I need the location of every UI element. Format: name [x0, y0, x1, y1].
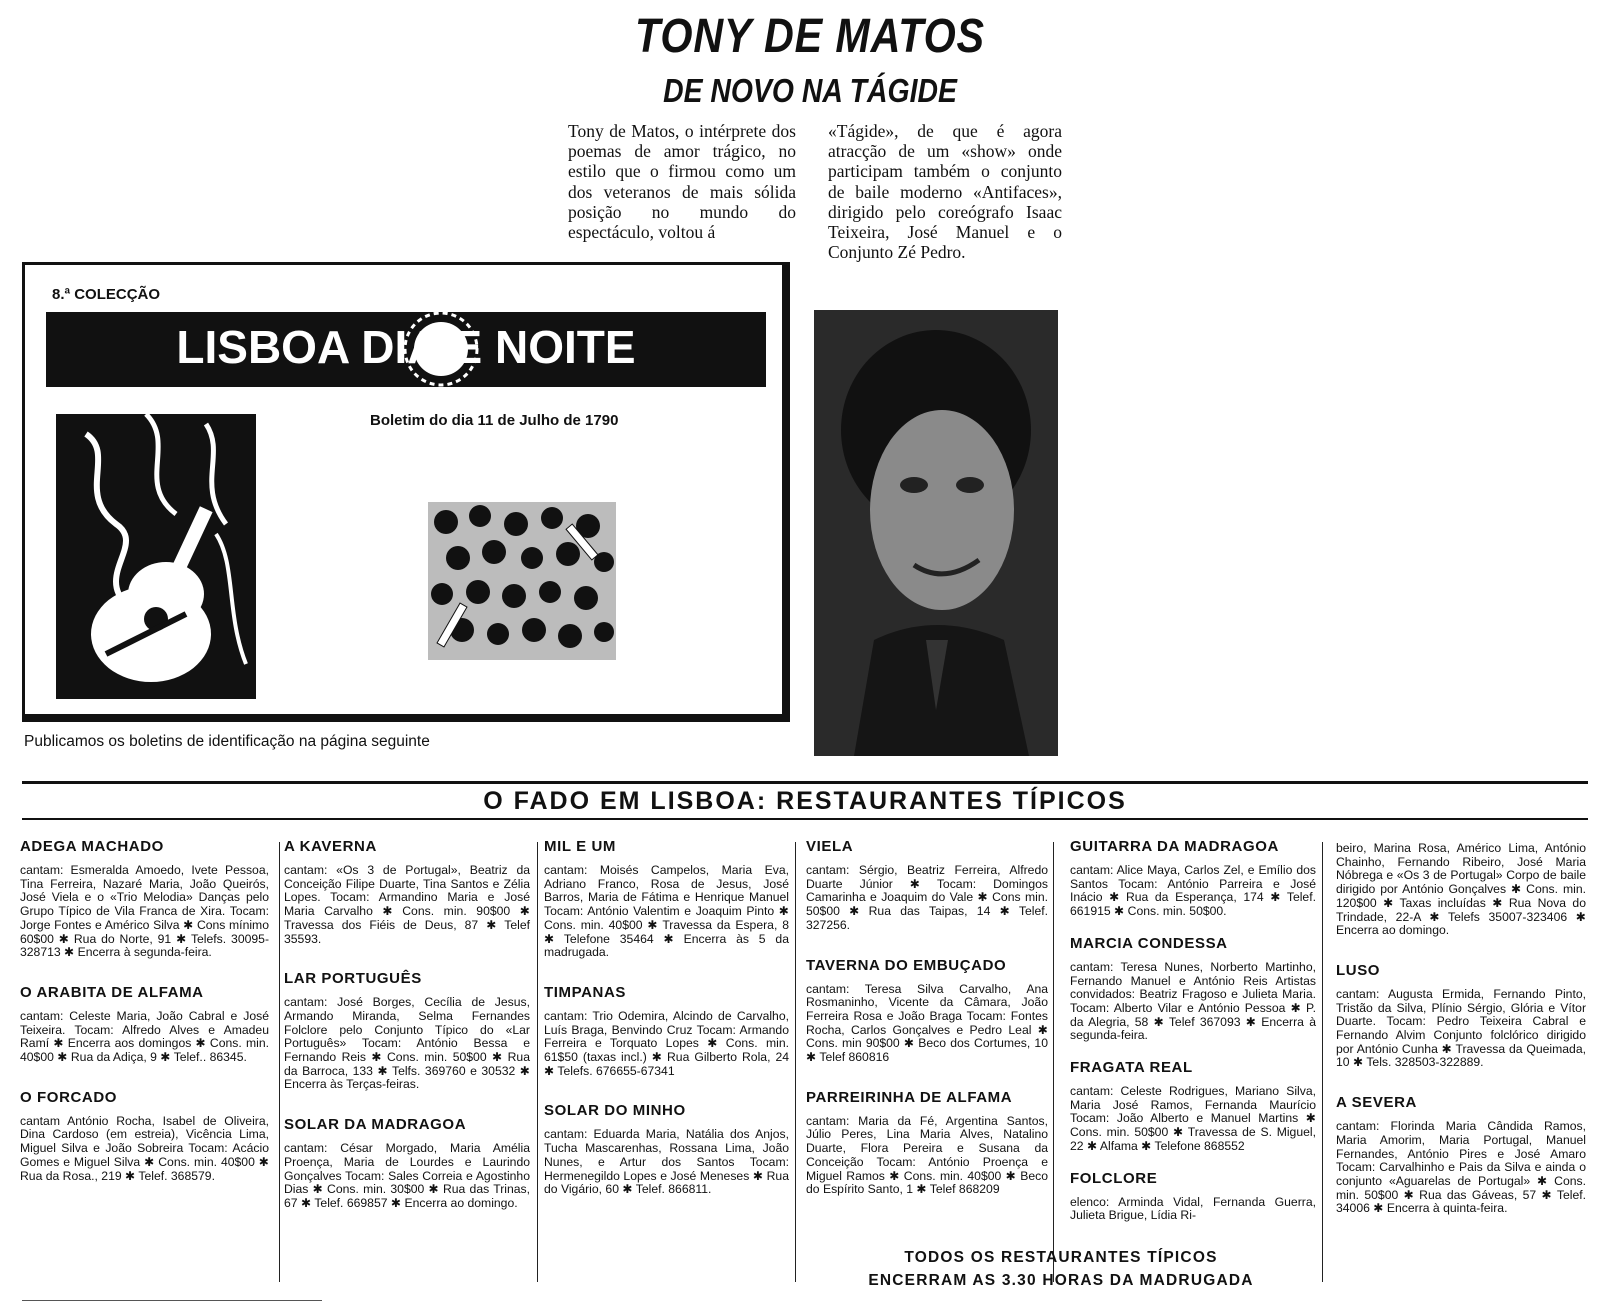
fado-title: O FADO EM LISBOA: RESTAURANTES TÍPICOS — [483, 787, 1127, 815]
restaurant-name: A KAVERNA — [284, 838, 377, 855]
restaurant-details: cantam: Celeste Maria, João Cabral e José Teixeira. Tocam: Alfredo Alves e Amadeu Ramí ✱ Encerra aos domingos ✱ Cons. min. 40$00 ✱ Rua da Adiça, 9 ✱ Telef.. 86345. — [20, 1008, 269, 1065]
tony-de-matos-photo — [814, 310, 1058, 756]
restaurant-name: VIELA — [806, 838, 854, 855]
restaurant-details: cantam: Esmeralda Amoedo, Ivete Pessoa, Tina Ferreira, Nazaré Maria, João Queirós, José Viela e o «Trio Melodia» Danças pelo Grupo Típico de Vila Franca de Xira. Tocam: Jorge Fontes e Américo Silva ✱ Cons mínimo 60$00 ✱ Rua do Norte, 91 ✱ Telefs. 30095-328713 ✱ Encerra à segunda-feira. — [20, 863, 269, 960]
restaurant-entry — [20, 838, 269, 960]
restaurant-name: SOLAR DO MINHO — [544, 1102, 686, 1120]
restaurant-details: cantam: Maria da Fé, Argentina Santos, Júlio Peres, Lina Maria Alves, Natalino Duarte, Flora Pereira e Susana da Conceição Tocam: António Proença e Miguel Ramos ✱ Cons. min. 40$00 ✱ Beco do Espírito Santo, 1 ✱ Telef 868209 — [806, 1113, 1048, 1197]
closing-line-2: ENCERRAM AS 3.30 HORAS DA MADRUGADA — [868, 1272, 1254, 1289]
restaurant-details: beiro, Marina Rosa, Américo Lima, António Chainho, Fernando Ribeiro, José Maria Nóbrega e «Os 3 de Portugal» Corpo de baile dirigido por António Gonçalves ✱ Cons. min. 120$00 ✱ Taxas incluídas ✱ Rua Nova do Trindade, 22-A ✱ Telefs 35007-323406 ✱ Encerra ao domingo. — [1336, 841, 1586, 938]
box-caption: Publicamos os boletins de identificação na página seguinte — [24, 733, 430, 750]
restaurant-name: O ARABITA DE ALFAMA — [20, 983, 204, 1001]
fado-column-6 — [1336, 842, 1586, 1240]
restaurant-details: cantam: Eduarda Maria, Natália dos Anjos, Tucha Mascarenhas, Rossana Lima, João Nunes, e Artur dos Santos Tocam: Hermenegildo Lopes e José Meneses ✱ Rua do Vigário, 60 ✱ Telef. 866811. — [544, 1127, 789, 1197]
column-divider — [537, 842, 538, 1282]
restaurant-name: GUITARRA DA MADRAGOA — [1070, 838, 1279, 855]
restaurant-details: cantam: César Morgado, Maria Amélia Proença, Maria de Lourdes e Laurindo Gonçalves Tocam: Sales Correia e Agostinho Dias ✱ Cons. min. 30$00 ✱ Rua das Trinas, 67 ✱ Telef. 669857 ✱ Encerra ao domingo. — [284, 1141, 530, 1210]
fado-column-3 — [544, 838, 789, 1221]
restaurant-name: O FORCADO — [20, 1088, 118, 1106]
restaurant-entry — [1070, 1059, 1316, 1154]
restaurant-details: cantam António Rocha, Isabel de Oliveira, Dina Cardoso (em estreia), Vicência Lima, Miguel Silva e João Sobreira Tocam: Acácio Gomes e Miguel Silva ✱ Cons. min. 40$00 ✱ Rua da Rosa., 219 ✱ Telef. 368579. — [20, 1113, 269, 1183]
restaurant-details: cantam: «Os 3 de Portugal», Beatriz da Conceição Filipe Duarte, Tina Santos e Zélia Lopes. Tocam: Armandino Maria e José Maria Carvalho ✱ Cons. min. 90$00 ✱ Travessa dos Fiéis de Deus, 87 ✱ Telef 35593. — [284, 863, 530, 946]
restaurant-name: MIL E UM — [544, 838, 617, 855]
column-divider — [1053, 842, 1054, 1282]
restaurant-entry — [806, 957, 1048, 1065]
restaurant-name: SOLAR DA MADRAGOA — [284, 1116, 467, 1134]
fado-column-2 — [284, 838, 530, 1235]
column-divider — [1322, 842, 1323, 1282]
restaurant-name: ADEGA MACHADO — [20, 838, 164, 855]
restaurant-details: cantam: Florinda Maria Cândida Ramos, Maria Amorim, Maria Portugal, Manuel Fernandes, António Pires e José Amaro Tocam: Carvalhinho e Pais da Silva e ainda o conjunto «Aguarelas de Portugal» ✱ Cons. min. 50$00 ✱ Rua das Gáveas, 57 ✱ Telef. 34006 ✱ Encerra à quinta-feira. — [1336, 1119, 1586, 1216]
bottle-caps-illustration — [428, 502, 616, 660]
restaurant-entry — [20, 1089, 269, 1184]
closing-line-1: TODOS OS RESTAURANTES TÍPICOS — [904, 1249, 1218, 1266]
restaurant-name: FOLCLORE — [1070, 1169, 1158, 1187]
restaurant-entry — [1336, 1094, 1586, 1216]
restaurant-entry — [284, 838, 530, 946]
column-divider — [795, 842, 796, 1282]
restaurant-entry — [544, 838, 789, 960]
section-rule-top — [22, 781, 1588, 784]
restaurant-entry — [284, 1116, 530, 1211]
lisboa-banner — [46, 312, 766, 387]
article-subtitle: DE NOVO NA TÁGIDE — [663, 72, 957, 109]
boletim-date: Boletim do dia 11 de Julho de 1790 — [370, 412, 619, 429]
restaurant-details: cantam: Trio Odemira, Alcindo de Carvalho, Luís Braga, Benvindo Cruz Tocam: Armando Ferreira e Torquato Lopes ✱ Cons. min. 61$50 (taxas incl.) ✱ Rua Gilberto Rola, 24 ✱ Telefs. 676655-67341 — [544, 1008, 789, 1078]
article-column-2: «Tágide», de que é agora atracção de um «show» onde participam também o conjunto de baile moderno «Antifaces», dirigido pelo coreógrafo Isaac Teixeira, José Manuel e o Conjunto Zé Pedro. — [828, 121, 1062, 263]
article-title: TONY DE MATOS — [635, 10, 985, 63]
restaurant-entry — [1336, 962, 1586, 1070]
banner-text: LISBOA DIA E NOITE — [176, 321, 636, 373]
restaurant-name: LUSO — [1336, 961, 1381, 979]
page-bottom-rule — [22, 1300, 322, 1301]
restaurant-entry — [1070, 935, 1316, 1043]
section-rule-bottom — [22, 818, 1588, 820]
restaurant-details: cantam: Celeste Rodrigues, Mariano Silva, Maria José Ramos, Fernanda Maurício Tocam: João Alberto e Manuel Martins ✱ Cons. min. 50$00 ✱ Travessa de S. Miguel, 22 ✱ Alfama ✱ Telefone 868552 — [1070, 1084, 1316, 1153]
guitar-illustration — [56, 414, 256, 699]
restaurant-name: TAVERNA DO EMBUÇADO — [806, 956, 1007, 974]
restaurant-name: PARREIRINHA DE ALFAMA — [806, 1088, 1013, 1106]
restaurant-entry — [1070, 1170, 1316, 1223]
restaurant-details: cantam: Alice Maya, Carlos Zel, e Emílio dos Santos Tocam: António Parreira e José Inácio ✱ Rua da Esperança, 174 ✱ Telef. 661915 ✱ Cons. min. 50$00. — [1070, 863, 1316, 919]
restaurant-name: LAR PORTUGUÊS — [284, 970, 422, 988]
restaurant-details: cantam: Sérgio, Beatriz Ferreira, Alfredo Duarte Júnior ✱ Tocam: Domingos Camarinha e Joaquim do Vale ✱ Cons min. 50$00 ✱ Rua das Taipas, 14 ✱ Telef. 327256. — [806, 863, 1048, 932]
restaurant-name: MARCIA CONDESSA — [1070, 934, 1228, 952]
restaurant-name: TIMPANAS — [544, 983, 627, 1001]
restaurant-entry — [806, 838, 1048, 933]
fado-column-5 — [1070, 838, 1316, 1247]
restaurant-details: elenco: Arminda Vidal, Fernanda Guerra, Julieta Brigue, Lídia Ri- — [1070, 1194, 1316, 1223]
restaurant-entry — [806, 1089, 1048, 1197]
restaurant-entry — [544, 984, 789, 1079]
restaurant-details: cantam: Teresa Silva Carvalho, Ana Rosmaninho, Vicente da Câmara, João Ferreira Rosa e João Braga Tocam: Fontes Rocha, Carlos Gonçalves e Pedro Leal ✱ Cons. min 90$00 ✱ Beco dos Cortumes, 10 ✱ Telef 860816 — [806, 981, 1048, 1065]
restaurant-entry-continued — [1336, 842, 1586, 938]
restaurant-details: cantam: Augusta Ermida, Fernando Pinto, Tristão da Silva, Plínio Sérgio, Glória e Vítor Duarte. Tocam: Pedro Teixeira Cabral e Fernando Alvim Conjunto folclórico dirigido por António Cunha ✱ Travessa da Queimada, 10 ✱ Tels. 328503-322889. — [1336, 986, 1586, 1070]
closing-notice — [846, 1246, 1276, 1292]
fado-column-4 — [806, 838, 1048, 1221]
restaurant-entry — [544, 1102, 789, 1197]
colecao-label: 8.ª COLECÇÃO — [52, 286, 161, 303]
column-divider — [279, 842, 280, 1282]
restaurant-entry — [284, 970, 530, 1092]
restaurant-details: cantam: Teresa Nunes, Norberto Martinho, Fernando Manuel e António Reis Artistas convidados: Beatriz Fragoso e Julieta Maria. Tocam: Alberto Vilar e António Pessoa ✱ P. da Alegria, 58 ✱ Telef 367093 ✱ Encerra à segunda-feira. — [1070, 959, 1316, 1043]
restaurant-details: cantam: Moisés Campelos, Maria Eva, Adriano Franco, Rosa de Jesus, José Barros, Maria de Fátima e Henrique Manuel Tocam: António Valentim e Joaquim Pinto ✱ Cons. min. 40$00 ✱ Travessa da Espera, 8 ✱ Telefone 35464 ✱ Encerra às 5 da madrugada. — [544, 863, 789, 960]
restaurant-name: A SEVERA — [1336, 1094, 1417, 1112]
restaurant-entry — [1070, 838, 1316, 919]
fado-column-1 — [20, 838, 269, 1207]
article-column-1: Tony de Matos, o intérprete dos poemas de amor trágico, no estilo que o firmou como um dos veteranos de mais sólida posição no mundo do espectáculo, voltou á — [568, 121, 796, 243]
restaurant-details: cantam: José Borges, Cecília de Jesus, Armando Miranda, Selma Fernandes Folclore pelo Conjunto Típico do «Lar Português» Tocam: António Bessa e Fernando Reis ✱ Cons. min. 50$00 ✱ Rua da Barroca, 133 ✱ Telfs. 369760 e 30532 ✱ Encerra às Terças-feiras. — [284, 995, 530, 1092]
restaurant-name: FRAGATA REAL — [1070, 1059, 1193, 1077]
restaurant-entry — [20, 984, 269, 1065]
